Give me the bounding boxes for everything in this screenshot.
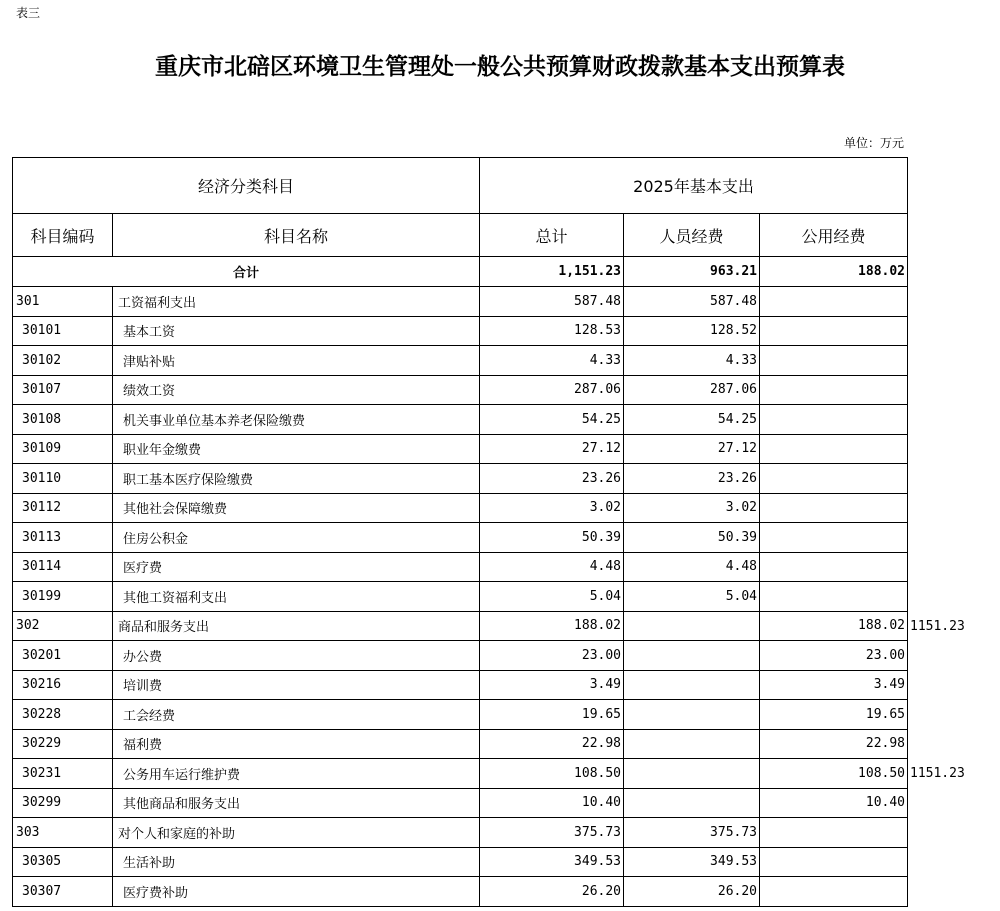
row-code: 30229 <box>13 729 113 759</box>
row-name: 职工基本医疗保险缴费 <box>113 464 480 494</box>
header-row-1 <box>13 158 908 214</box>
row-total: 4.48 <box>480 552 624 582</box>
row-code: 30113 <box>13 523 113 553</box>
row-personnel <box>624 729 760 759</box>
row-code: 30299 <box>13 788 113 818</box>
row-total: 188.02 <box>480 611 624 641</box>
row-code: 30307 <box>13 877 113 907</box>
table-row <box>13 582 908 612</box>
row-total: 22.98 <box>480 729 624 759</box>
name-header: 科目名称 <box>113 214 480 257</box>
table-row <box>13 759 908 789</box>
row-code: 30109 <box>13 434 113 464</box>
total-row-personnel: 963.21 <box>624 257 760 287</box>
row-name: 职业年金缴费 <box>113 434 480 464</box>
row-name: 培训费 <box>113 670 480 700</box>
row-name: 其他社会保障缴费 <box>113 493 480 523</box>
row-code: 30102 <box>13 346 113 376</box>
row-total: 23.26 <box>480 464 624 494</box>
page-title: 重庆市北碚区环境卫生管理处一般公共预算财政拨款基本支出预算表 <box>155 53 845 80</box>
table-row <box>13 818 908 848</box>
row-code: 30231 <box>13 759 113 789</box>
total-row-total: 1,151.23 <box>480 257 624 287</box>
row-code: 301 <box>13 287 113 317</box>
row-public <box>760 493 908 523</box>
row-personnel: 587.48 <box>624 287 760 317</box>
row-name: 福利费 <box>113 729 480 759</box>
public-header: 公用经费 <box>760 214 908 257</box>
row-total: 50.39 <box>480 523 624 553</box>
row-personnel: 4.48 <box>624 552 760 582</box>
row-total: 375.73 <box>480 818 624 848</box>
table-row <box>13 700 908 730</box>
row-public <box>760 434 908 464</box>
row-personnel: 5.04 <box>624 582 760 612</box>
row-name: 住房公积金 <box>113 523 480 553</box>
table-row <box>13 729 908 759</box>
side-note: 1151.23 <box>910 766 965 781</box>
row-total: 27.12 <box>480 434 624 464</box>
row-total: 287.06 <box>480 375 624 405</box>
personnel-header: 人员经费 <box>624 214 760 257</box>
row-personnel: 50.39 <box>624 523 760 553</box>
total-row <box>13 257 908 287</box>
row-personnel: 26.20 <box>624 877 760 907</box>
row-code: 30199 <box>13 582 113 612</box>
row-personnel <box>624 611 760 641</box>
row-code: 30216 <box>13 670 113 700</box>
table-row <box>13 316 908 346</box>
row-name: 津贴补贴 <box>113 346 480 376</box>
row-total: 5.04 <box>480 582 624 612</box>
row-code: 30114 <box>13 552 113 582</box>
code-header: 科目编码 <box>13 214 113 257</box>
table-row <box>13 405 908 435</box>
table-row <box>13 523 908 553</box>
row-name: 工资福利支出 <box>113 287 480 317</box>
row-public: 188.02 <box>760 611 908 641</box>
row-public <box>760 818 908 848</box>
row-name: 基本工资 <box>113 316 480 346</box>
row-personnel: 375.73 <box>624 818 760 848</box>
table-row <box>13 346 908 376</box>
table-row <box>13 493 908 523</box>
row-code: 302 <box>13 611 113 641</box>
row-public <box>760 582 908 612</box>
row-total: 19.65 <box>480 700 624 730</box>
total-header: 总计 <box>480 214 624 257</box>
table-row <box>13 464 908 494</box>
row-name: 其他商品和服务支出 <box>113 788 480 818</box>
row-total: 54.25 <box>480 405 624 435</box>
row-public <box>760 346 908 376</box>
table-row <box>13 552 908 582</box>
row-code: 30305 <box>13 847 113 877</box>
row-code: 30201 <box>13 641 113 671</box>
row-code: 30107 <box>13 375 113 405</box>
table-number-label: 表三 <box>16 6 41 20</box>
row-public <box>760 552 908 582</box>
row-name: 商品和服务支出 <box>113 611 480 641</box>
row-personnel: 349.53 <box>624 847 760 877</box>
row-name: 绩效工资 <box>113 375 480 405</box>
row-personnel: 23.26 <box>624 464 760 494</box>
unit-label: 单位：万元 <box>843 136 904 150</box>
row-name: 生活补助 <box>113 847 480 877</box>
row-code: 30228 <box>13 700 113 730</box>
row-total: 23.00 <box>480 641 624 671</box>
row-name: 机关事业单位基本养老保险缴费 <box>113 405 480 435</box>
row-public: 3.49 <box>760 670 908 700</box>
row-total: 26.20 <box>480 877 624 907</box>
row-personnel <box>624 641 760 671</box>
row-name: 医疗费补助 <box>113 877 480 907</box>
table-row <box>13 877 908 907</box>
table-row <box>13 847 908 877</box>
row-name: 办公费 <box>113 641 480 671</box>
table-row <box>13 375 908 405</box>
row-personnel <box>624 670 760 700</box>
row-code: 30101 <box>13 316 113 346</box>
row-name: 其他工资福利支出 <box>113 582 480 612</box>
row-public: 19.65 <box>760 700 908 730</box>
row-name: 工会经费 <box>113 700 480 730</box>
total-row-label: 合计 <box>13 257 480 287</box>
row-personnel: 4.33 <box>624 346 760 376</box>
row-total: 10.40 <box>480 788 624 818</box>
table-row <box>13 641 908 671</box>
row-public <box>760 316 908 346</box>
row-total: 108.50 <box>480 759 624 789</box>
row-public: 23.00 <box>760 641 908 671</box>
row-public <box>760 287 908 317</box>
row-personnel <box>624 700 760 730</box>
row-total: 4.33 <box>480 346 624 376</box>
row-code: 30112 <box>13 493 113 523</box>
row-total: 587.48 <box>480 287 624 317</box>
row-total: 128.53 <box>480 316 624 346</box>
row-total: 349.53 <box>480 847 624 877</box>
row-public <box>760 877 908 907</box>
row-total: 3.02 <box>480 493 624 523</box>
row-name: 公务用车运行维护费 <box>113 759 480 789</box>
table-row <box>13 434 908 464</box>
row-personnel <box>624 759 760 789</box>
row-personnel: 3.02 <box>624 493 760 523</box>
table-row <box>13 287 908 317</box>
row-public <box>760 375 908 405</box>
row-public: 10.40 <box>760 788 908 818</box>
row-name: 医疗费 <box>113 552 480 582</box>
row-personnel: 128.52 <box>624 316 760 346</box>
header-row-2 <box>13 214 908 257</box>
row-public <box>760 523 908 553</box>
row-public <box>760 464 908 494</box>
econ-class-header: 经济分类科目 <box>13 158 480 214</box>
row-name: 对个人和家庭的补助 <box>113 818 480 848</box>
row-public: 22.98 <box>760 729 908 759</box>
budget-table <box>12 157 908 907</box>
row-code: 303 <box>13 818 113 848</box>
table-row <box>13 611 908 641</box>
row-total: 3.49 <box>480 670 624 700</box>
row-personnel: 27.12 <box>624 434 760 464</box>
row-public: 108.50 <box>760 759 908 789</box>
row-personnel <box>624 788 760 818</box>
table-row <box>13 670 908 700</box>
total-row-public: 188.02 <box>760 257 908 287</box>
row-public <box>760 405 908 435</box>
row-code: 30108 <box>13 405 113 435</box>
year-expense-header: 2025年基本支出 <box>480 158 908 214</box>
side-note: 1151.23 <box>910 619 965 634</box>
row-code: 30110 <box>13 464 113 494</box>
table-row <box>13 788 908 818</box>
row-personnel: 54.25 <box>624 405 760 435</box>
row-personnel: 287.06 <box>624 375 760 405</box>
row-public <box>760 847 908 877</box>
